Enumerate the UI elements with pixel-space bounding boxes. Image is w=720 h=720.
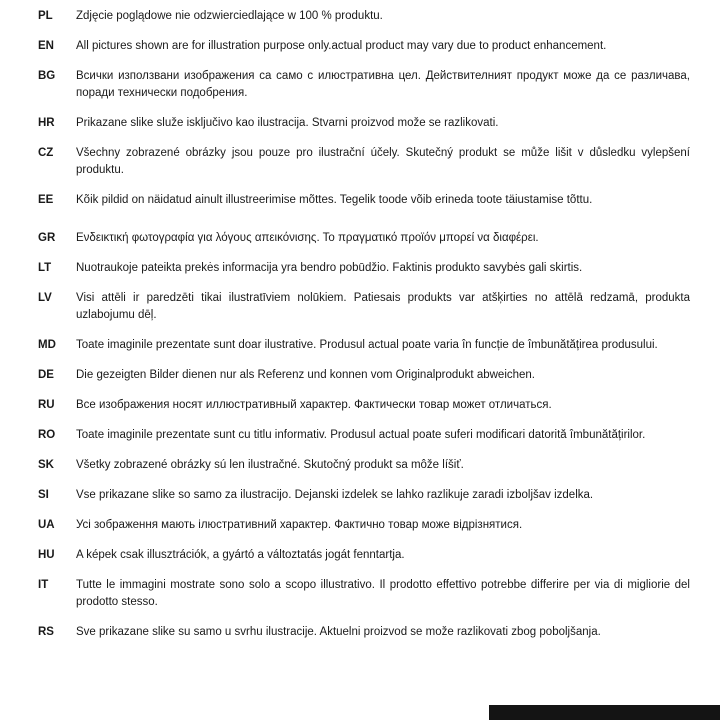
disclaimer-text: Visi attēli ir paredzēti tikai ilustratīviem nolūkiem. Patiesais produkts var atšķirties no attēlā redzamā, produkta uzlabojumu dēļ.: [76, 292, 690, 321]
disclaimer-text: Kõik pildid on näidatud ainult illustreerimise mõttes. Tegelik toode võib erineda toote täiustamise tõttu.: [76, 194, 593, 206]
disclaimer-row: [38, 38, 690, 55]
disclaimer-row: [38, 192, 690, 209]
language-code: EN: [38, 40, 54, 52]
disclaimer-text: Sve prikazane slike su samo u svrhu ilustracije. Aktuelni proizvod se može razlikovati zbog poboljšanja.: [76, 626, 601, 638]
disclaimer-row: [38, 230, 690, 247]
language-code: PL: [38, 10, 53, 22]
disclaimer-text: Toate imaginile prezentate sunt cu titlu informativ. Produsul actual poate suferi modificari datorită îmbunătățirilor.: [76, 429, 646, 441]
language-code: CZ: [38, 147, 54, 159]
bottom-black-bar: [489, 705, 720, 720]
disclaimer-row: [38, 397, 690, 414]
language-code: MD: [38, 339, 56, 351]
disclaimer-row: [38, 577, 690, 611]
disclaimer-text: Die gezeigten Bilder dienen nur als Referenz und konnen vom Originalprodukt abweichen.: [76, 369, 536, 381]
language-code: SI: [38, 489, 49, 501]
disclaimer-row: [38, 8, 690, 25]
language-code: GR: [38, 232, 56, 244]
disclaimer-row: [38, 337, 690, 354]
disclaimer-row: [38, 487, 690, 504]
disclaimer-row: [38, 115, 690, 132]
language-code: RS: [38, 626, 54, 638]
language-code: RO: [38, 429, 56, 441]
disclaimer-text: Zdjęcie poglądowe nie odzwierciedlające w 100 % produktu.: [76, 10, 383, 22]
language-code: LT: [38, 262, 52, 274]
disclaimer-row: [38, 68, 690, 102]
language-code: BG: [38, 70, 56, 82]
disclaimer-text: Усі зображення мають ілюстративний характер. Фактично товар може відрізнятися.: [76, 519, 523, 531]
language-code: DE: [38, 369, 54, 381]
disclaimer-text: Ενδεικτική φωτογραφία για λόγους απεικόνισης. Το πραγματικό προϊόν μπορεί να διαφέρει.: [76, 232, 539, 244]
disclaimer-text: Toate imaginile prezentate sunt doar ilustrative. Produsul actual poate varia în funcție de îmbunătățirea produsului.: [76, 339, 658, 351]
language-code: LV: [38, 292, 52, 304]
disclaimer-text: A képek csak illusztrációk, a gyártó a változtatás jogát fenntartja.: [76, 549, 405, 561]
disclaimer-text: Prikazane slike služe isključivo kao ilustracija. Stvarni proizvod može se razlikovati.: [76, 117, 499, 129]
disclaimer-text: Vse prikazane slike so samo za ilustracijo. Dejanski izdelek se lahko razlikuje zaradi izboljšav izdelka.: [76, 489, 594, 501]
language-code: UA: [38, 519, 55, 531]
disclaimer-text: All pictures shown are for illustration purpose only.actual product may vary due to product enhancement.: [76, 40, 607, 52]
disclaimer-row: [38, 547, 690, 564]
disclaimer-row: [38, 367, 690, 384]
language-code: SK: [38, 459, 54, 471]
disclaimer-list: [38, 8, 690, 641]
disclaimer-row: [38, 457, 690, 474]
disclaimer-row: [38, 427, 690, 444]
disclaimer-row: [38, 624, 690, 641]
disclaimer-text: Všechny zobrazené obrázky jsou pouze pro ilustrační účely. Skutečný produkt se může lišit v důsledku vylepšení produktu.: [76, 147, 690, 176]
disclaimer-text: Tutte le immagini mostrate sono solo a scopo illustrativo. Il prodotto effettivo potrebbe differire per via di migliorie del prodotto stesso.: [76, 579, 690, 608]
disclaimer-text: Всички използвани изображения са само с илюстративна цел. Действителният продукт може да се различава, поради технически подобрения.: [76, 70, 690, 99]
language-code: HR: [38, 117, 55, 129]
disclaimer-row: [38, 145, 690, 179]
disclaimer-row: [38, 517, 690, 534]
disclaimer-text: Все изображения носят иллюстративный характер. Фактически товар может отличаться.: [76, 399, 552, 411]
language-code: HU: [38, 549, 55, 561]
language-code: RU: [38, 399, 55, 411]
disclaimer-row: [38, 290, 690, 324]
language-code: IT: [38, 579, 49, 591]
disclaimer-text: Všetky zobrazené obrázky sú len ilustračné. Skutočný produkt sa môže líšiť.: [76, 459, 464, 471]
disclaimer-text: Nuotraukoje pateikta prekės informacija yra bendro pobūdžio. Faktinis produkto savybės gali skirtis.: [76, 262, 583, 274]
language-code: EE: [38, 194, 54, 206]
disclaimer-row: [38, 260, 690, 277]
